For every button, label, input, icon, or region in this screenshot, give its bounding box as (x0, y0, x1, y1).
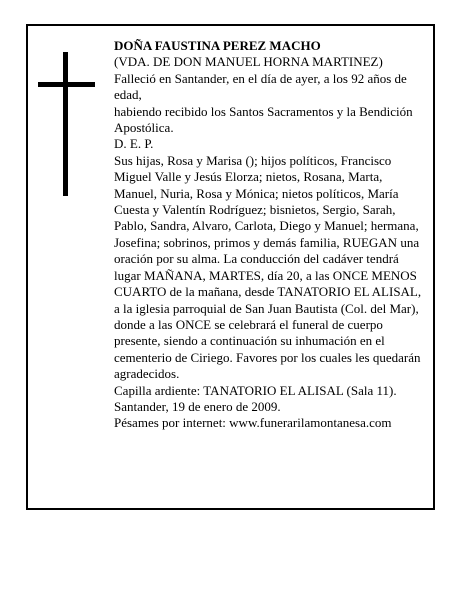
dep: D. E. P. (114, 136, 154, 152)
widow-of: (VDA. DE DON MANUEL HORNA MARTINEZ) (114, 54, 383, 70)
chapel: Capilla ardiente: TANATORIO EL ALISAL (Sala 11). (114, 382, 397, 398)
deceased-name: DOÑA FAUSTINA PEREZ MACHO (114, 38, 321, 53)
death-notice: Falleció en Santander, en el día de ayer, a los 92 años de edad, (114, 70, 407, 103)
cross-icon-bar (38, 82, 95, 87)
date: Santander, 19 de enero de 2009. (114, 398, 281, 414)
condolences: Pésames por internet: www.funerarilamontanesa.com (114, 415, 392, 431)
obituary-text (114, 38, 424, 432)
cross-icon (63, 52, 68, 196)
sacraments: habiendo recibido los Santos Sacramentos y la Bendición Apostólica. (114, 103, 413, 136)
family-and-funeral: Sus hijas, Rosa y Marisa (); hijos políticos, Francisco Miguel Valle y Jesús Elorza; nietos, Rosana, Marta, Manuel, Nuria, Rosa y Mónica; nietos políticos, María Cuesta y Valentín Rodríguez; bisnietos, Sergio, Sarah, Pablo, Sandra, Alvaro, Carlota, Diego y Manuel; hermana, Josefina; sobrinos, primos y demás familia, RUEGAN una oración por su alma. La conducción del cadáver tendrá lugar MAÑANA, MARTES, día 20, a las ONCE MENOS CUARTO de la mañana, desde TANATORIO EL ALISAL, a la iglesia parroquial de San Juan Bautista (Col. del Mar), donde a las ONCE se celebrará el funeral de cuerpo presente, siendo a continuación su inhumación en el cementerio de Ciriego. Favores por los cuales les quedarán agradecidos. (114, 152, 422, 382)
